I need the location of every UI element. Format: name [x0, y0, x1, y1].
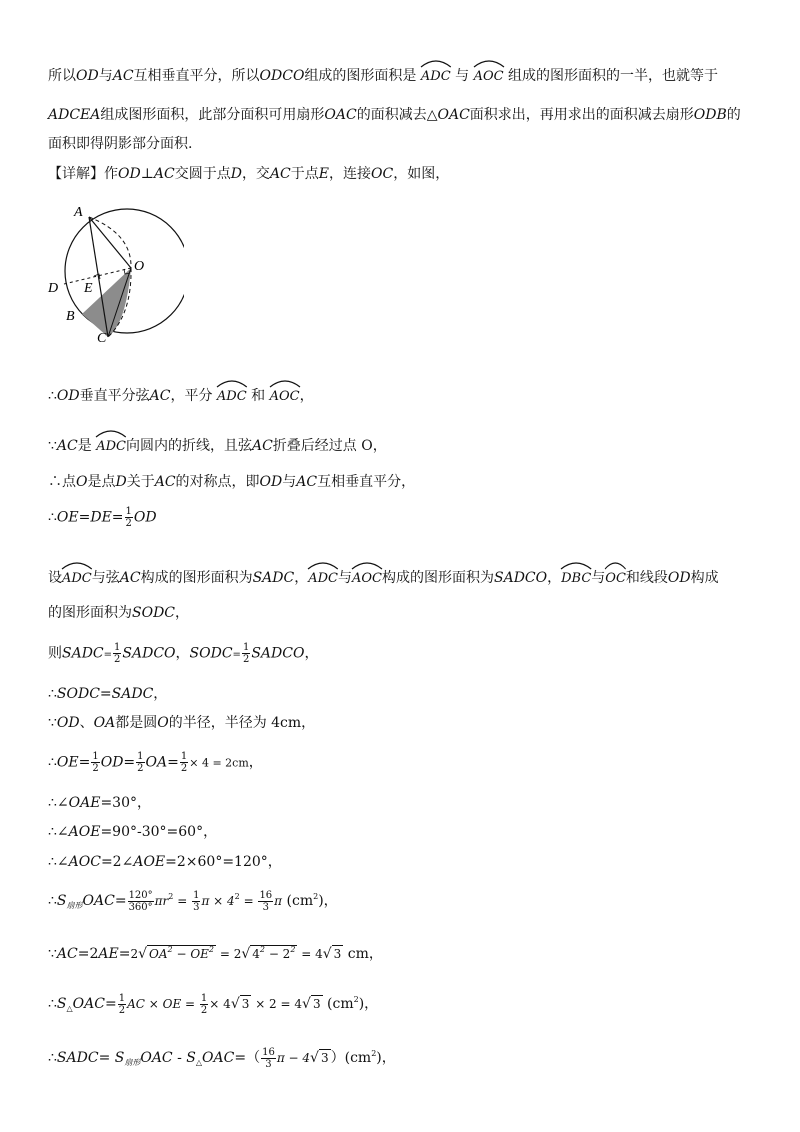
var: O	[76, 474, 88, 490]
subscript: 扇形	[124, 1058, 141, 1067]
denominator: 2	[118, 1004, 126, 1016]
equation: = 4	[297, 947, 323, 961]
text: cm，	[343, 946, 383, 962]
arc-adc	[308, 560, 338, 589]
text: 与	[282, 474, 297, 490]
text: 的图形面积为	[48, 605, 132, 621]
var: OD	[56, 715, 80, 731]
superscript: 2	[168, 892, 174, 901]
text: 关于	[126, 474, 155, 490]
text: 与弦	[91, 570, 120, 586]
equation: OE=	[56, 754, 91, 771]
text: =	[103, 649, 113, 661]
superscript: 2	[313, 892, 319, 901]
numerator: 1	[137, 751, 144, 762]
denominator: 3	[193, 901, 200, 913]
superscript: 2	[234, 892, 240, 901]
arc-label: ADC	[62, 571, 92, 586]
arc-label: DBC	[561, 571, 592, 586]
denominator: 3	[265, 1058, 272, 1070]
arc-label: AOC	[352, 571, 382, 586]
denominator: 3	[262, 901, 269, 913]
num: − 2	[265, 947, 291, 961]
numerator: 1	[242, 642, 250, 653]
therefore-angle: ∴∠	[48, 795, 69, 811]
sqrt	[147, 945, 216, 962]
text: =2	[77, 946, 99, 962]
arc-label: AOC	[269, 389, 300, 404]
therefore-symbol: ∴	[48, 388, 57, 404]
arc-adc	[62, 560, 92, 589]
subscript: 扇形	[66, 901, 83, 910]
superscript: 2	[208, 945, 215, 954]
equation: × 4	[209, 997, 231, 1011]
arc-aoc	[270, 378, 300, 407]
text: 的对称点，即	[175, 474, 260, 490]
text: ，	[175, 645, 190, 662]
arc-label: ADC	[216, 389, 247, 404]
text: (cm	[282, 893, 314, 909]
var: AOE	[133, 854, 166, 870]
var: S	[186, 1050, 196, 1066]
sqrt	[311, 995, 323, 1012]
step-line-15	[48, 793, 151, 813]
fraction	[113, 642, 121, 665]
sqrt	[319, 1049, 331, 1066]
equation: SODC=SADC	[56, 686, 154, 702]
step-line-7	[48, 472, 415, 492]
var: D	[230, 166, 242, 182]
var: OAC	[82, 893, 115, 909]
step-line-8	[48, 506, 157, 529]
fraction	[200, 993, 208, 1016]
superscript: 2	[290, 945, 296, 954]
var-od: OD	[76, 68, 99, 84]
detail-heading-line	[48, 164, 449, 184]
numerator: 1	[114, 642, 121, 653]
sqrt	[250, 945, 297, 962]
var: OD	[56, 388, 80, 404]
label-d: D	[48, 281, 59, 296]
therefore-symbol: ∴	[48, 893, 57, 909]
denominator: 2	[137, 763, 144, 774]
paragraph-line-1	[48, 58, 718, 87]
arc-aoc	[474, 58, 504, 87]
denominator: 2	[114, 654, 121, 665]
var: S	[56, 893, 67, 909]
therefore-angle: ∴∠	[48, 854, 69, 870]
var: SADC	[252, 570, 295, 586]
step-line-19: ∵AC=2AE=2√ $OA^2 - OE^2 = 2√$ $4^2 - 2^2 = 4√$ 3 cm，	[48, 945, 383, 962]
equation: =	[181, 997, 199, 1011]
text: 构成的图形面积为	[382, 570, 494, 586]
text: =（	[234, 1050, 261, 1066]
text: =	[98, 1050, 115, 1066]
fraction	[242, 642, 250, 665]
numerator: 1	[180, 751, 188, 762]
equation: π	[274, 894, 283, 908]
var: OD	[133, 509, 157, 526]
because-symbol: ∵	[48, 946, 57, 962]
text: 和线段	[625, 570, 668, 586]
arc-oc	[605, 560, 626, 589]
fraction	[125, 506, 133, 529]
num: 3	[241, 997, 250, 1011]
step-line-17	[48, 852, 282, 872]
text: -	[172, 1050, 187, 1066]
arc-adc	[96, 428, 126, 457]
text: 互相垂直平分，所以	[133, 68, 260, 84]
var: D	[115, 474, 127, 490]
var-odb: ODB	[693, 107, 727, 123]
var: AC	[153, 166, 175, 182]
text: ）(cm	[330, 1050, 372, 1066]
text: 是点	[87, 474, 116, 490]
numerator: 1	[200, 992, 208, 1004]
numerator: 1	[125, 506, 132, 517]
text: 互相垂直平分，	[317, 474, 416, 490]
var: AC	[269, 166, 291, 182]
equation: OE=DE=	[56, 509, 124, 526]
text: =2×60°=120°，	[165, 854, 282, 870]
denominator: 2	[200, 1004, 208, 1016]
superscript: 2	[371, 1049, 377, 1058]
var: OA	[93, 715, 116, 731]
text: 的面积减去△	[356, 107, 438, 123]
text: (cm	[322, 996, 354, 1012]
fraction	[128, 890, 154, 913]
text: 组成的图形面积是	[304, 68, 417, 84]
var: SODC	[132, 605, 176, 621]
text: 交圆于点	[174, 166, 231, 182]
fraction	[261, 1047, 276, 1070]
fraction	[91, 751, 99, 774]
sqrt	[332, 945, 344, 962]
step-line-21: ∴SADC= $S_{扇形}OAC - S_\triangle OAC=$（ $\frac{16}{3}$ π − 4√ 3 ）$(cm^2)$，	[48, 1046, 396, 1070]
paragraph-line-3	[48, 134, 192, 154]
var-adcea: ADCEA	[48, 107, 101, 123]
text: 与	[338, 570, 352, 586]
denominator: 360°	[128, 901, 153, 913]
var: S	[56, 996, 67, 1012]
step-line-11	[48, 642, 318, 666]
text: 与	[591, 570, 606, 586]
text: )，	[376, 1050, 396, 1066]
superscript: 2	[259, 945, 265, 954]
num: 3	[333, 947, 342, 961]
step-line-18	[48, 887, 338, 916]
equation: π − 4	[276, 1051, 311, 1065]
step-line-16	[48, 822, 217, 842]
text: ，	[153, 686, 168, 702]
text: 面积求出，再用求出的面积减去扇形	[469, 107, 694, 123]
var: SADCO	[122, 645, 176, 662]
detail-label: 【详解】作	[48, 166, 118, 182]
numerator: 1	[92, 751, 99, 762]
text: ，交	[241, 166, 270, 182]
therefore-symbol: ∴	[48, 509, 57, 526]
therefore-symbol: ∴	[48, 686, 57, 702]
var: − OE	[172, 947, 209, 961]
step-line-10	[48, 603, 189, 623]
text: 则	[48, 645, 62, 662]
label-e: E	[84, 281, 93, 296]
text: 折叠后经过点 O，	[272, 438, 387, 454]
numerator: 1	[193, 889, 200, 901]
text: )，	[358, 996, 379, 1012]
label-b: B	[66, 309, 75, 324]
text: 组成图形面积，此部分面积可用扇形	[100, 107, 325, 123]
arc-aoc	[352, 560, 382, 589]
label-c: C	[97, 331, 107, 346]
arc-adc	[421, 58, 451, 87]
fraction	[118, 993, 126, 1016]
var: AC	[251, 438, 273, 454]
var: AOC	[68, 854, 101, 870]
equation: × 4 = 2cm	[189, 756, 249, 770]
step-line-5	[48, 378, 314, 407]
var: AC	[296, 474, 318, 490]
arc-label: ADC	[308, 571, 338, 586]
step-line-6	[48, 428, 387, 457]
text: ，	[547, 570, 562, 586]
text: ，	[299, 388, 314, 404]
text: 构成的图形面积为	[140, 570, 253, 586]
arc-label: ADC	[420, 69, 451, 84]
fraction	[192, 890, 200, 913]
superscript: 2	[167, 945, 173, 954]
var: AOE	[68, 824, 101, 840]
equation: 2	[130, 947, 139, 961]
equation: =	[239, 894, 258, 908]
var: AC	[119, 570, 141, 586]
text: 设	[48, 570, 62, 586]
equation: πr	[154, 894, 169, 908]
text: ，	[175, 605, 190, 621]
step-line-9	[48, 560, 719, 589]
step-line-20: $\therefore S_\triangle OAC=$ $\frac{1}{2}$ AC × OE = $\frac{1}{2}$ × 4√ 3 × 2 = 4√ 3 $(cm^2)$，	[48, 992, 379, 1016]
superscript: 2	[353, 995, 359, 1004]
var: O	[157, 715, 169, 731]
num: 4	[252, 947, 260, 961]
step-line-12	[48, 684, 167, 704]
because-symbol: ∵	[48, 438, 57, 454]
numerator: 1	[118, 992, 126, 1004]
text: 是	[77, 438, 92, 454]
var: AC	[154, 474, 176, 490]
equation: =	[173, 894, 192, 908]
text: 的半径，半径为 4cm，	[168, 715, 316, 731]
text: =2∠	[100, 854, 134, 870]
arc-label: ADC	[96, 439, 126, 454]
var: SADCO	[494, 570, 548, 586]
therefore-symbol: ∴	[48, 754, 57, 771]
equation: OD=	[100, 754, 136, 771]
therefore-angle: ∴∠	[48, 824, 69, 840]
text: 与	[98, 68, 113, 84]
var: OAE	[68, 795, 101, 811]
var: AC	[56, 438, 78, 454]
equation: OA=	[145, 754, 179, 771]
therefore-symbol: ∴	[48, 996, 57, 1012]
circle-diagram	[44, 196, 184, 346]
arc-label: OC	[605, 571, 626, 586]
text: =	[114, 893, 127, 909]
text: =	[232, 649, 241, 661]
num: 3	[312, 997, 321, 1011]
var: OD	[118, 166, 141, 182]
text: 于点	[290, 166, 319, 182]
var: OC	[371, 166, 394, 182]
var: SADC	[62, 645, 104, 662]
text: ，	[294, 570, 309, 586]
subscript: △	[195, 1058, 203, 1067]
var: OD	[667, 570, 691, 586]
therefore-symbol: ∴	[48, 1050, 57, 1066]
text: 向圆内的折线，且弦	[125, 438, 252, 454]
text: ，如图，	[393, 166, 450, 182]
text: ，平分	[170, 388, 213, 404]
text: 和	[251, 388, 266, 404]
text: 面积即得阴影部分面积.	[48, 136, 193, 152]
var: E	[318, 166, 329, 182]
var: OAC	[202, 1050, 235, 1066]
denominator: 2	[180, 763, 188, 774]
equation: × 2 = 4	[251, 997, 303, 1011]
text: 构成	[690, 570, 719, 586]
var-ac: AC	[112, 68, 134, 84]
var: AC	[149, 388, 171, 404]
var: OAC	[72, 996, 105, 1012]
fraction	[258, 890, 273, 913]
arc-dbc	[561, 560, 591, 589]
text: =	[118, 946, 131, 962]
text: )，	[318, 893, 338, 909]
text: ∴点	[48, 474, 76, 490]
text: 、	[79, 715, 94, 731]
subscript: △	[66, 1004, 73, 1013]
text: 垂直平分弦	[79, 388, 150, 404]
text: 的	[726, 107, 741, 123]
num: 3	[320, 1051, 329, 1065]
fraction	[136, 751, 144, 774]
denominator: 2	[125, 518, 132, 529]
var: SADCO	[251, 645, 305, 662]
var-oac: OAC	[437, 107, 470, 123]
step-line-14	[48, 751, 263, 774]
var: AE	[98, 946, 119, 962]
denominator: 2	[92, 763, 99, 774]
text: ，	[248, 754, 263, 771]
step-line-13	[48, 713, 315, 733]
text: =30°，	[100, 795, 151, 811]
fraction	[180, 751, 188, 774]
text: 组成的图形面积的一半，也就等于	[508, 68, 719, 84]
equation: = 2	[216, 947, 242, 961]
var: OD	[259, 474, 283, 490]
var: OAC	[140, 1050, 173, 1066]
numerator: 16	[262, 1046, 275, 1058]
because-symbol: ∵	[48, 715, 57, 731]
text: 都是圆	[115, 715, 158, 731]
label-o: O	[134, 259, 145, 274]
numerator: 16	[259, 889, 273, 901]
var: S	[114, 1050, 125, 1066]
text: ，	[304, 645, 319, 662]
text: =90°-30°=60°，	[100, 824, 218, 840]
var: SADC	[56, 1050, 99, 1066]
text: ⊥	[140, 166, 154, 182]
arc-adc	[217, 378, 247, 407]
numerator: 120°	[128, 889, 153, 901]
equation: π × 4	[201, 894, 235, 908]
label-a: A	[74, 205, 83, 220]
text: 所以	[48, 68, 76, 84]
arc-label: AOC	[473, 69, 504, 84]
equation: AC × OE	[127, 997, 182, 1011]
var-odco: ODCO	[259, 68, 305, 84]
var: AC	[56, 946, 78, 962]
var: SODC	[189, 645, 233, 662]
denominator: 2	[242, 654, 250, 665]
text: 与	[455, 68, 470, 84]
var: OA	[149, 947, 168, 961]
paragraph-line-2	[48, 105, 741, 125]
text: =	[104, 996, 117, 1012]
geometry-figure	[44, 196, 184, 346]
sqrt	[240, 995, 252, 1012]
var-oac: OAC	[324, 107, 357, 123]
text: ，连接	[329, 166, 371, 182]
